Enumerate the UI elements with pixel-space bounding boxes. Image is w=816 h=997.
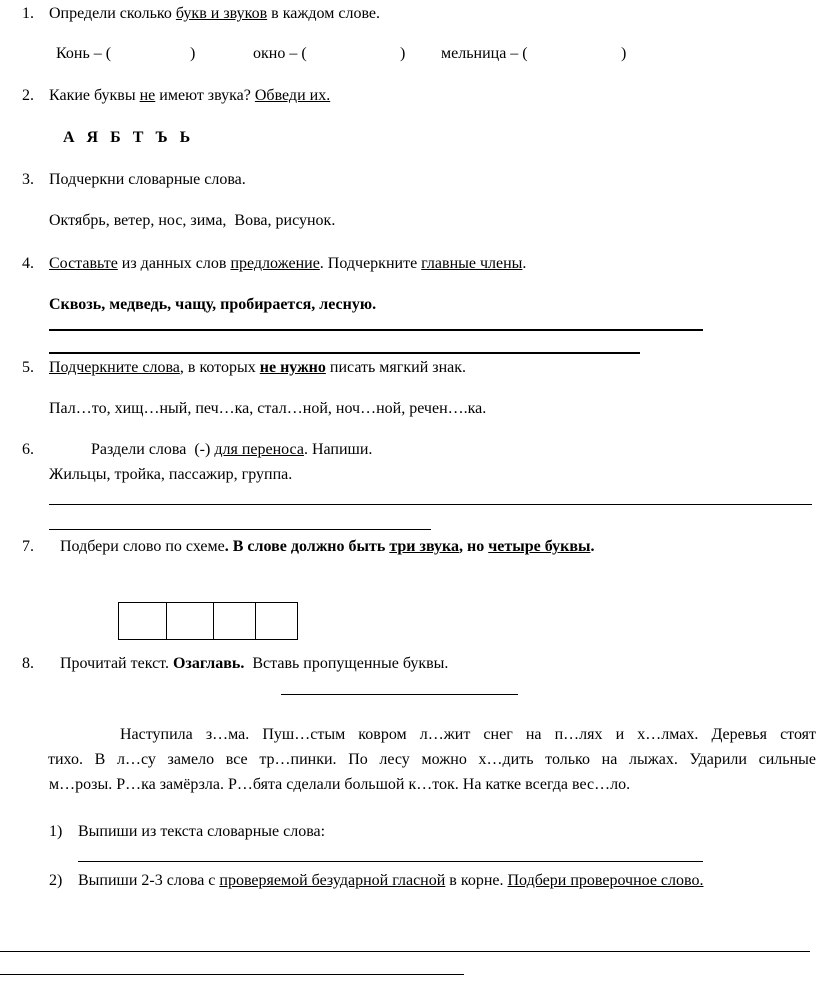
task-5-words: Пал…то, хищ…ный, печ…ка, стал…ной, ноч…ной, речен….ка. xyxy=(49,400,487,417)
answer-line xyxy=(49,352,640,354)
task-1-word-kon: Конь – ( xyxy=(56,45,112,62)
text-line-2: тихо. В л…су замело все тр…пинки. По лесу можно х…дить только на лыжах. Ударили сильные xyxy=(48,751,816,768)
task-5-number: 5. xyxy=(22,359,34,376)
task-3-words: Октябрь, ветер, нос, зима, Вова, рисунок. xyxy=(49,212,336,229)
answer-line xyxy=(49,504,812,505)
scheme-cell xyxy=(166,603,214,639)
task-2-number: 2. xyxy=(22,87,34,104)
task-1-number: 1. xyxy=(22,5,34,22)
scheme-cell xyxy=(119,603,167,639)
answer-line xyxy=(78,861,703,862)
answer-line xyxy=(49,329,703,331)
task-2-text: Какие буквы не имеют звука? Обведи их. xyxy=(49,87,331,104)
question-1-number: 1) xyxy=(49,823,63,840)
task-8-number: 8. xyxy=(22,655,34,672)
answer-line xyxy=(49,529,431,530)
word-scheme-grid xyxy=(118,602,298,640)
question-2-text: Выпиши 2-3 слова с проверяемой безударной гласной в корне. Подбери проверочное слово. xyxy=(78,872,704,889)
task-6-words: Жильцы, тройка, пассажир, группа. xyxy=(49,466,293,483)
task-3-text: Подчеркни словарные слова. xyxy=(49,171,246,188)
task-1-word-okno: окно – ( xyxy=(253,45,307,62)
task-4-number: 4. xyxy=(22,255,34,272)
scheme-cell xyxy=(213,603,256,639)
task-5-text: Подчеркните слова, в которых не нужно писать мягкий знак. xyxy=(49,359,467,376)
task-8-text: Прочитай текст. Озаглавь. Вставь пропущенные буквы. xyxy=(60,655,449,672)
task-1-bracket-3: ) xyxy=(621,45,627,62)
task-2-letters: А Я Б Т Ъ Ь xyxy=(63,129,191,146)
task-7-text: Подбери слово по схеме. В слове должно быть три звука, но четыре буквы. xyxy=(60,538,595,555)
task-6-text: Раздели слова (-) для переноса. Напиши. xyxy=(91,441,373,458)
text-line-1: Наступила з…ма. Пуш…стым ковром л…жит снег на п…лях и х…лмах. Деревья стоят xyxy=(120,726,816,743)
question-1-text: Выпиши из текста словарные слова: xyxy=(78,823,326,840)
task-6-number: 6. xyxy=(22,441,34,458)
task-1-bracket-2: ) xyxy=(400,45,406,62)
answer-line xyxy=(0,951,810,952)
question-2-number: 2) xyxy=(49,872,63,889)
task-3-number: 3. xyxy=(22,171,34,188)
title-line xyxy=(281,694,518,695)
text-line-3: м…розы. Р…ка замёрзла. Р…бята сделали большой к…ток. На катке всегда вес…ло. xyxy=(49,776,631,793)
task-4-words: Сквозь, медведь, чащу, пробирается, лесную. xyxy=(49,296,377,313)
task-1-word-melnitsa: мельница – ( xyxy=(441,45,528,62)
task-7-number: 7. xyxy=(22,538,34,555)
task-1-text: Определи сколько букв и звуков в каждом слове. xyxy=(49,5,381,22)
answer-line xyxy=(0,974,464,975)
task-1-bracket-1: ) xyxy=(190,45,196,62)
task-4-text: Составьте из данных слов предложение. Подчеркните главные члены. xyxy=(49,255,527,272)
